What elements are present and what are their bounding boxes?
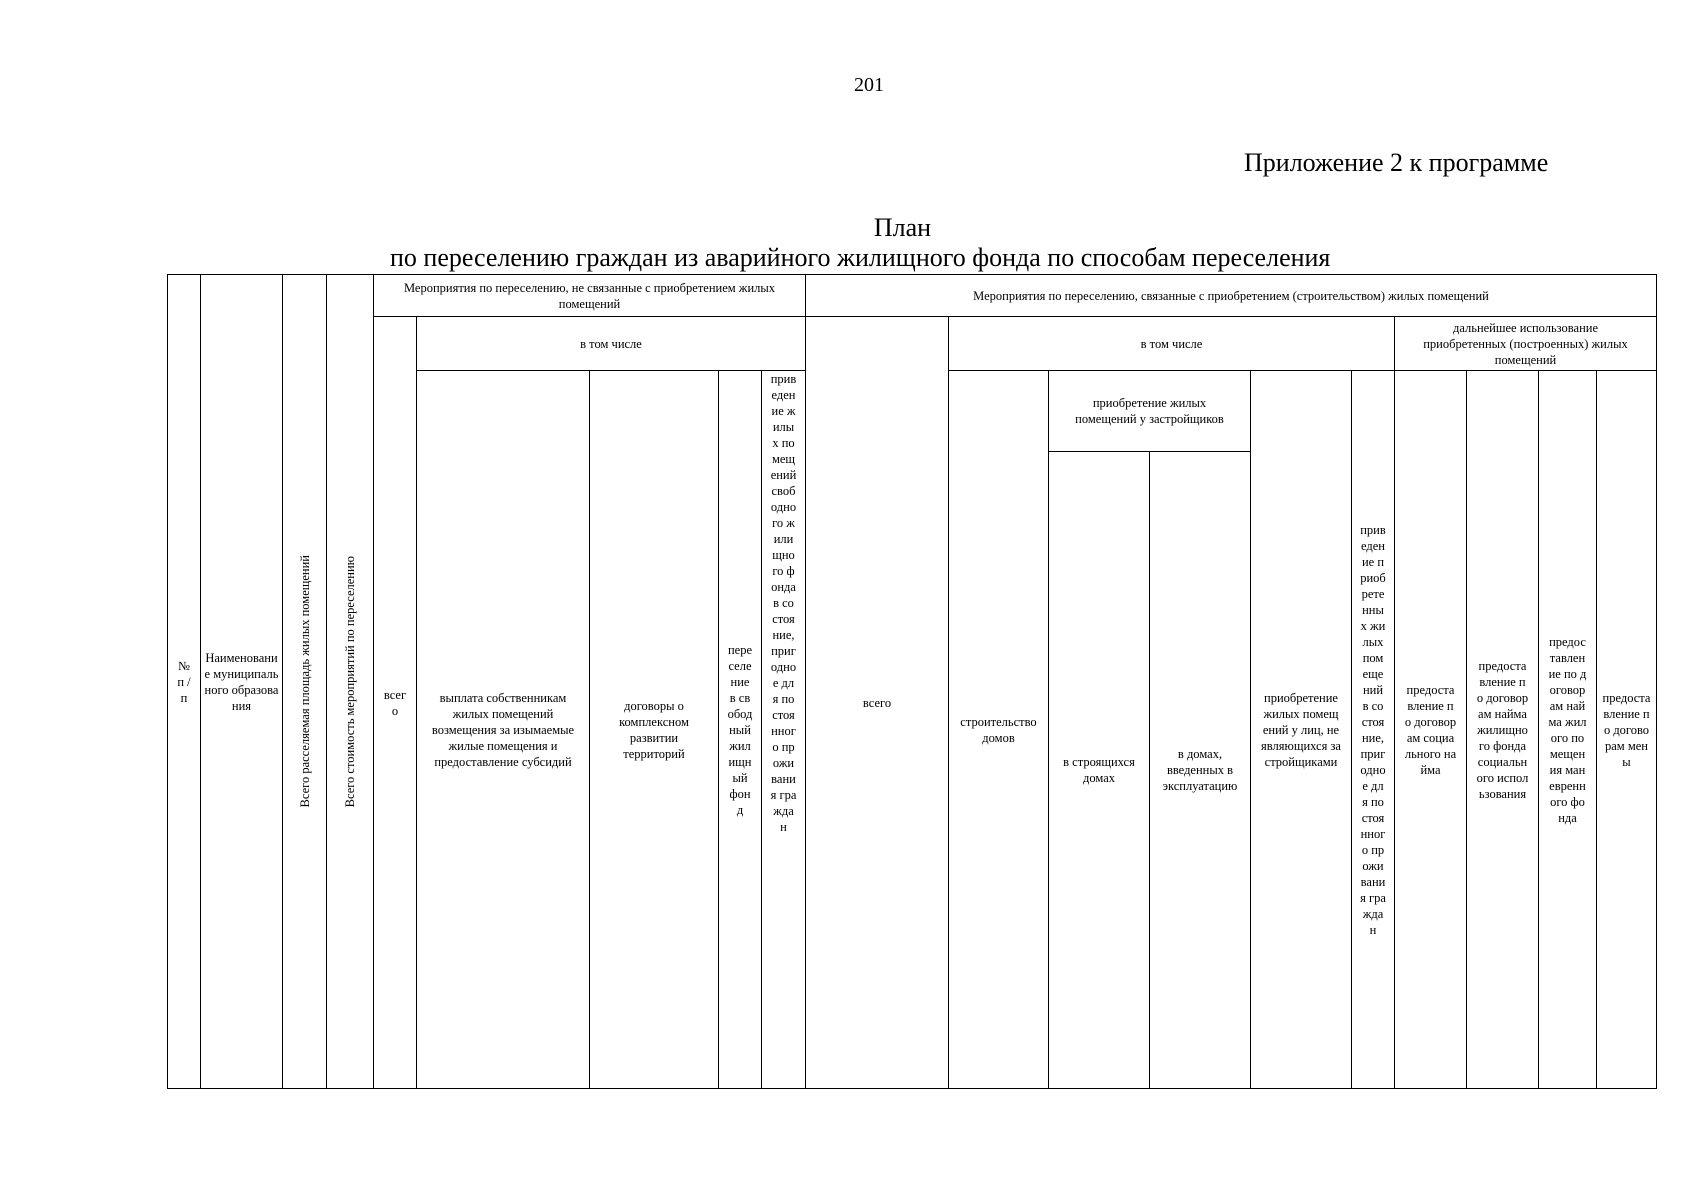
including-a: в том числе	[416, 316, 806, 371]
bringing-purchased-header: приведение приобретенных жилых помещений в состояние, пригодное для постоянного проживания граждан	[1351, 370, 1395, 1089]
group-not-related: Мероприятия по переселению, не связанные с приобретением жилых помещений	[373, 274, 806, 317]
contracts-header: договоры о комплексном развитии территорий	[589, 370, 719, 1089]
page-number: 201	[854, 74, 884, 96]
header-municipality: Наименование муниципального образования	[200, 274, 283, 1089]
payment-header: выплата собственникам жилых помещений возмещения за изымаемые жилые помещения и предоставление субсидий	[416, 370, 590, 1089]
in-operation-header: в домах, введенных в эксплуатацию	[1149, 451, 1251, 1089]
purchase-non-developers-header: приобретение жилых помещений у лиц, не являющихся застройщиками	[1250, 370, 1352, 1089]
exchange-header: предоставление по договорам мены	[1596, 370, 1657, 1089]
further-use-header: дальнейшее использование приобретенных (построенных) жилых помещений	[1394, 316, 1657, 371]
in-construction-header: в строящихся домах	[1048, 451, 1150, 1089]
document-title: План	[873, 213, 932, 242]
including-b: в том числе	[948, 316, 1395, 371]
header-total-cost: Всего стоимость мероприятий по переселению	[326, 274, 374, 1089]
document-subtitle: по переселению граждан из аварийного жилищного фонда по способам переселения	[390, 243, 1331, 272]
total-b: всего	[805, 316, 949, 1089]
social-rent-header: предоставление по договорам социального найма	[1394, 370, 1467, 1089]
header-total-area: Всего расселяемая площадь жилых помещений	[282, 274, 327, 1089]
header-number: № п / п	[167, 274, 201, 1089]
resettlement-free-header: переселение в свободный жилищный фонд	[718, 370, 762, 1089]
maneuver-rent-header: предоставление по договорам найма жилого помещения маневренного фонда	[1538, 370, 1597, 1089]
purchase-developers-header: приобретение жилых помещений у застройщиков	[1048, 370, 1251, 452]
construction-header: строительство домов	[948, 370, 1049, 1089]
social-use-rent-header: предоставление по договорам найма жилищного фонда социального использования	[1466, 370, 1539, 1089]
appendix-label: Приложение 2 к программе	[1244, 148, 1549, 177]
group-related: Мероприятия по переселению, связанные с приобретением (строительством) жилых помещений	[805, 274, 1657, 317]
bringing-free-header: приведение жилых помещений свободного жилищного фонда в состояние, пригодное для постоянного проживания граждан	[761, 370, 806, 1089]
total-a: всего	[373, 316, 417, 1089]
